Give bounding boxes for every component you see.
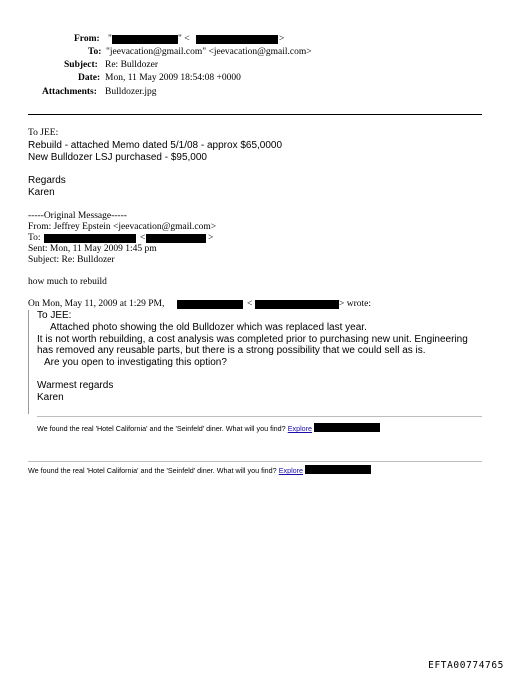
reply-greeting: To JEE: xyxy=(28,128,59,138)
attachments-label: Attachments: xyxy=(42,87,97,97)
footer-divider-1 xyxy=(37,416,482,417)
quoted-line-2: It is not worth rebuilding, a cost analysis was completed prior to purchasing new unit. Engineering xyxy=(37,334,468,345)
reply-sign-1: Regards xyxy=(28,175,66,186)
original-to-row xyxy=(28,233,228,244)
quoted-line-4: Are you open to investigating this option? xyxy=(44,357,227,368)
quoted-line-1: Attached photo showing the old Bulldozer which was replaced last year. xyxy=(50,322,367,333)
original-sent: Sent: Mon, 11 May 2009 1:45 pm xyxy=(28,244,157,254)
redaction-box xyxy=(255,300,339,309)
reply-line-1: Rebuild - attached Memo dated 5/1/08 - approx $65,0000 xyxy=(28,140,283,151)
to-row xyxy=(0,46,512,59)
original-to-label: To: xyxy=(28,233,41,243)
footer-ad-1 xyxy=(37,423,380,434)
footer-ad-text: We found the real 'Hotel California' and the 'Seinfeld' diner. What will you find? xyxy=(28,466,277,475)
original-subject: Subject: Re: Bulldozer xyxy=(28,255,115,265)
date-label: Date: xyxy=(78,73,101,83)
redaction-box xyxy=(305,465,371,474)
redaction-box xyxy=(314,423,380,432)
reply-sign-2: Karen xyxy=(28,187,55,198)
subject-row xyxy=(0,59,512,72)
redaction-box xyxy=(112,35,178,44)
from-quote: " xyxy=(108,34,112,44)
redaction-box xyxy=(177,300,243,309)
subject-label: Subject: xyxy=(64,60,98,70)
redaction-box xyxy=(196,35,278,44)
explore-link[interactable]: Explore xyxy=(287,424,313,433)
quoted-intro-end: > wrote: xyxy=(339,299,372,309)
original-to-end: > xyxy=(208,233,214,243)
to-value: "jeevacation@gmail.com" <jeevacation@gmail.com> xyxy=(106,47,312,57)
original-from: From: Jeffrey Epstein <jeevacation@gmail.com> xyxy=(28,222,217,232)
footer-divider-2 xyxy=(28,461,482,462)
from-row xyxy=(0,33,512,46)
from-end: > xyxy=(279,34,285,44)
attachments-row xyxy=(0,86,512,99)
quoted-intro xyxy=(28,299,388,310)
to-label: To: xyxy=(88,47,102,57)
from-label: From: xyxy=(74,34,100,44)
redaction-box xyxy=(44,234,136,243)
original-body: how much to rebuild xyxy=(28,277,107,287)
original-separator: -----Original Message----- xyxy=(28,211,127,221)
footer-ad-2 xyxy=(28,465,371,476)
footer-ad-text: We found the real 'Hotel California' and the 'Seinfeld' diner. What will you find? xyxy=(37,424,286,433)
quote-bar xyxy=(28,310,29,414)
original-to-mid: < xyxy=(140,233,146,243)
subject-value: Re: Bulldozer xyxy=(105,60,159,70)
explore-link[interactable]: Explore xyxy=(278,466,304,475)
quoted-sign-2: Karen xyxy=(37,392,64,403)
attachment-link[interactable]: Bulldozer.jpg xyxy=(105,87,157,97)
doc-id-stamp: EFTA00774765 xyxy=(428,660,504,671)
from-mid: " < xyxy=(178,34,190,44)
reply-line-2: New Bulldozer LSJ purchased - $95,000 xyxy=(28,152,207,163)
quoted-line-3: has removed any reusable parts, but there is a strong possibility that we could sell as is. xyxy=(37,345,426,356)
quoted-greeting: To JEE: xyxy=(37,310,72,321)
quoted-intro-start: On Mon, May 11, 2009 at 1:29 PM, xyxy=(28,299,165,309)
date-value: Mon, 11 May 2009 18:54:08 +0000 xyxy=(105,73,241,83)
date-row xyxy=(0,72,512,85)
quoted-intro-mid: < xyxy=(247,299,253,309)
quoted-sign-1: Warmest regards xyxy=(37,380,114,391)
redaction-box xyxy=(146,234,206,243)
header-divider xyxy=(28,114,482,115)
